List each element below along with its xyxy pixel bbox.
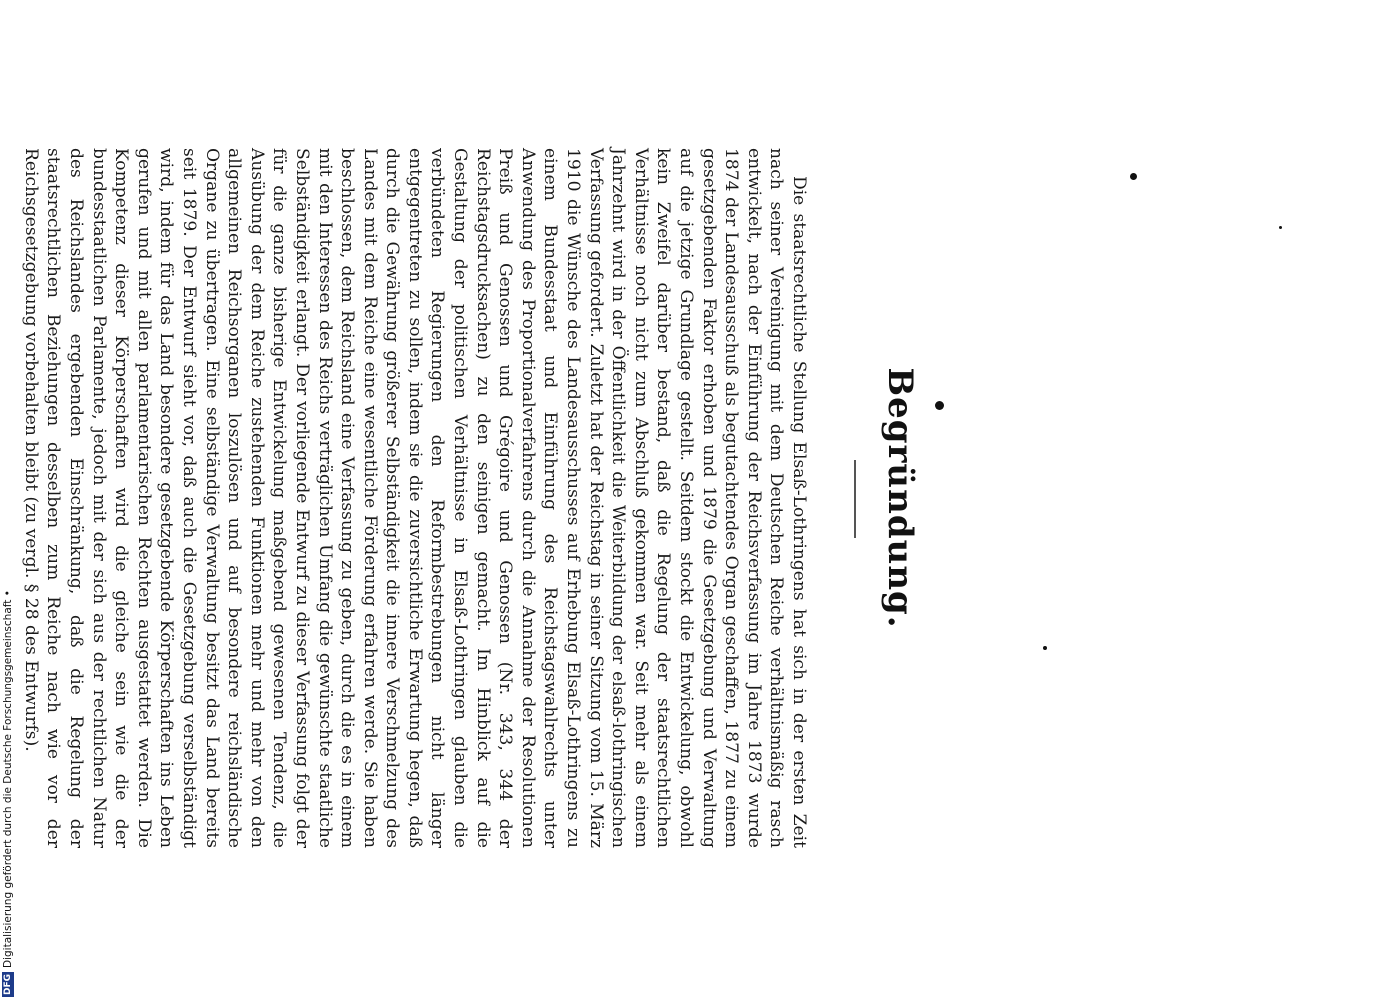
document-body: [19, 148, 810, 848]
heading-rule: [854, 460, 856, 538]
digitization-note: Digitalisierung gefördert durch die Deutsche Forschungsgemeinschaft: [2, 599, 14, 968]
scan-speck: [1043, 646, 1047, 650]
dfg-logo-icon: DFG: [3, 973, 13, 995]
scan-speck: [1130, 173, 1137, 180]
body-paragraph: Die staatsrechtliche Stellung Elsaß-Lothringens hat sich in der ersten Zeit nach seiner Vereinigung mit dem Deutschen Reiche verhältnismäßig rasch entwickelt, nach der Einführung der Reichsverfassung im Jahre 1873 wurde 1874 der Landesausschuß als begutachtendes Organ geschaffen, 1877 zu einem gesetzgebenden Faktor erhoben und 1879 die Gesetzgebung und Verwaltung auf die jetzige Grundlage gestellt. Seitdem stockt die Entwickelung, obwohl kein Zweifel darüber bestand, daß die Regelung der staatsrechtlichen Verhältnisse noch nicht zum Abschluß gekommen war. Seit mehr als einem Jahrzehnt wird in der Öffentlichkeit die Weiterbildung der elsaß-lothringischen Verfassung gefordert. Zuletzt hat der Reichstag in seiner Sitzung vom 15. März 1910 die Wünsche des Landesausschusses auf Erhebung Elsaß-Lothringens zu einem Bundesstaat und Einführung des Reichstagswahlrechts unter Anwendung des Proportionalverfahrens durch die Annahme der Resolutionen Preiß und Genossen und Grégoire und Genossen (Nr. 343, 344 der Reichstagsdrucksachen) zu den seinigen gemacht. Im Hinblick auf die Gestaltung der politischen Verhältnisse in Elsaß-Lothringen glauben die verbündeten Regierungen den Reformbestrebungen nicht länger entgegentreten zu sollen, indem sie die zuversichtliche Erwartung hegen, daß durch die Gewährung größerer Selbständigkeit die innere Verschmelzung des Landes mit dem Reiche eine wesentliche Förderung erfahren werde. Sie haben beschlossen, dem Reichsland eine Verfassung zu geben, durch die es in einem mit den Interessen des Reichs verträglichen Umfang die gewünschte staatliche Selbständigkeit erlangt. Der vorliegende Entwurf zu dieser Verfassung folgt der für die ganze bisherige Entwickelung maßgebend gewesenen Tendenz, die Ausübung der dem Reiche zustehenden Funktionen mehr und mehr von den allgemeinen Reichsorganen loszulösen und auf besondere reichsländische Organe zu übertragen. Eine selbständige Verwaltung besitzt das Land bereits seit 1879. Der Entwurf sieht vor, daß auch die Gesetzgebung verselbständigt wird, indem für das Land besondere gesetzgebende Körperschaften ins Leben gerufen und mit allen parlamentarischen Rechten ausgestattet werden. Die Kompetenz dieser Körperschaften wird die gleiche sein wie die der bundesstaatlichen Parlamente, jedoch mit der sich aus der rechtlichen Natur des Reichslandes ergebenden Einschränkung, daß die Regelung der staatsrechtlichen Beziehungen desselben zum Reiche nach wie vor der Reichsgesetzgebung vorbehalten bleibt (zu vergl. § 28 des Entwurfs).: [20, 148, 809, 848]
document-page: [20, 148, 920, 878]
scan-speck: [1279, 226, 1282, 229]
sidebar-content: DFGDigitalisierung gefördert durch die Deutsche Forschungsgemeinschaft •: [2, 590, 14, 995]
digitization-sidebar: [0, 0, 16, 1000]
scan-speck: [935, 401, 944, 410]
document-heading: Begründung.: [880, 367, 920, 629]
